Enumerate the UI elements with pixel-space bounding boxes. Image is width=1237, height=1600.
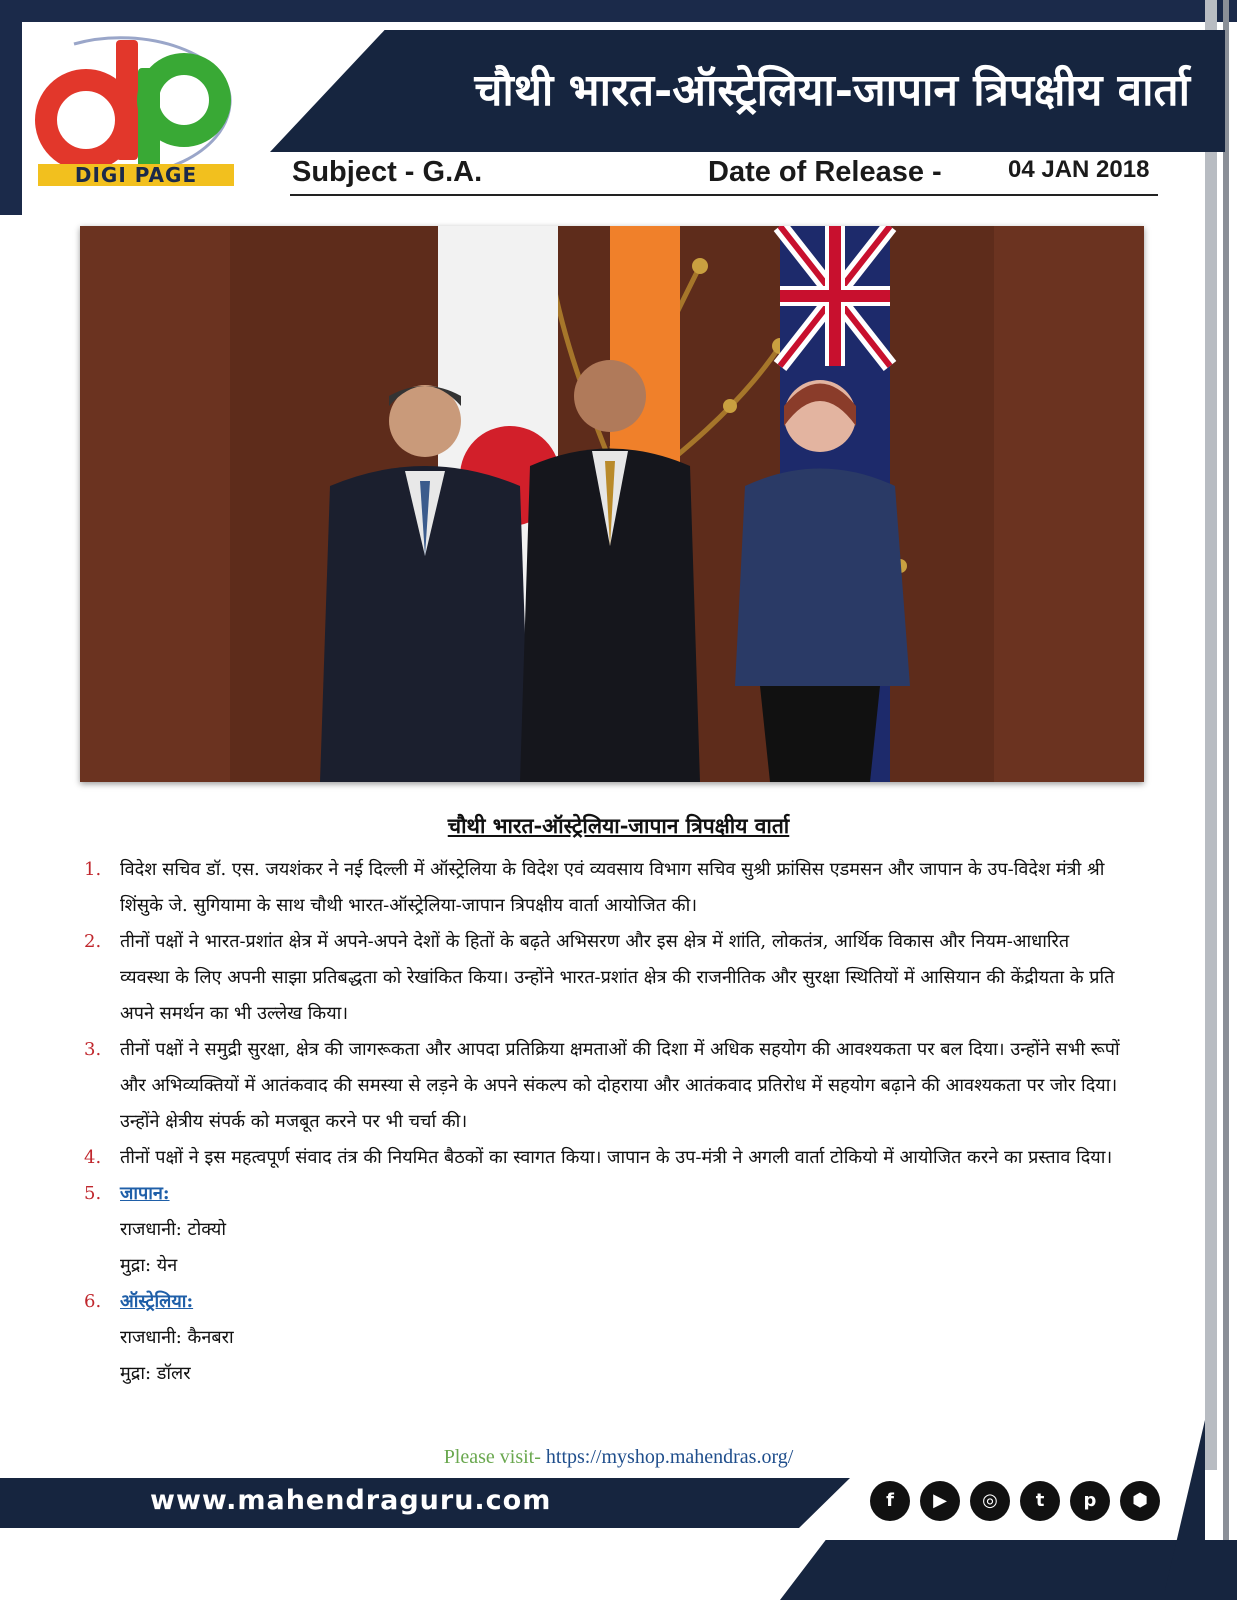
meeting-photo: [80, 226, 1144, 782]
right-frame-bar: [1205, 0, 1217, 1470]
article-title: [0, 812, 1237, 840]
item-text: तीनों पक्षों ने इस महत्वपूर्ण संवाद तंत्र की नियमित बैठकों का स्वागत किया। जापान के उप-मंत्री ने अगली वार्ता टोकियो में आयोजित करने का प्रस्ताव दिया।: [120, 1147, 1113, 1168]
item-text: तीनों पक्षों ने समुद्री सुरक्षा, क्षेत्र की जागरूकता और आपदा प्रतिक्रिया क्षमताओं की दिशा में अधिक सहयोग की आवश्यकता पर बल दिया। उन्होंने सभी रूपों और अभिव्यक्तियों में आतंकवाद की समस्या से लड़ने के अपने संकल्प को दोहराया और आतंकवाद प्रतिरोध में सहयोग बढ़ाने की आवश्यकता पर जोर दिया। उन्होंने क्षेत्रीय संपर्क को मजबूत करने पर भी चर्चा की।: [120, 1039, 1120, 1132]
website-link[interactable]: www.mahendraguru.com: [150, 1485, 552, 1516]
right-frame-edge: [1223, 0, 1229, 1600]
page-title: चौथी भारत-ऑस्ट्रेलिया-जापान त्रिपक्षीय वार्ता: [474, 65, 1190, 116]
date-label: Date of Release -: [708, 156, 942, 188]
item-text: तीनों पक्षों ने भारत-प्रशांत क्षेत्र में अपने-अपने देशों के हितों के बढ़ते अभिसरण और इस क्षेत्र में शांति, लोकतंत्र, आर्थिक विकास और नियम-आधारित व्यवस्था के लिए अपनी साझा प्रतिबद्धता को रेखांकित किया। उन्होंने भारत-प्रशांत क्षेत्र की राजनीतिक और सुरक्षा स्थितियों में आसियान की केंद्रीयता के प्रति अपने समर्थन का भी उल्लेख किया।: [120, 931, 1115, 1024]
list-item: [80, 1140, 1120, 1176]
subject-label: Subject - G.A.: [292, 156, 483, 188]
bottom-corner-bar: [780, 1540, 1237, 1600]
instagram-icon[interactable]: ◎: [970, 1481, 1010, 1521]
currency-text: मुद्रा: डॉलर: [120, 1363, 191, 1384]
list-item: [80, 852, 1120, 924]
list-item: [80, 924, 1120, 1032]
visit-line: [0, 1446, 1237, 1469]
capital-text: राजधानी: टोक्यो: [120, 1219, 227, 1240]
top-frame-bar: [0, 0, 1237, 22]
header-rule: [290, 194, 1158, 196]
item-text: विदेश सचिव डॉ. एस. जयशंकर ने नई दिल्ली में ऑस्ट्रेलिया के विदेश एवं व्यवसाय विभाग सचिव सुश्री फ्रांसिस एडमसन और जापान के उप-विदेश मंत्री श्री शिंसुके जे. सुगियामा के साथ चौथी भारत-ऑस्ट्रेलिया-जापान त्रिपक्षीय वार्ता आयोजित की।: [120, 859, 1105, 916]
youtube-icon[interactable]: ▶: [920, 1481, 960, 1521]
visit-label: Please visit-: [443, 1446, 546, 1468]
country-heading: ऑस्ट्रेलिया:: [120, 1291, 194, 1312]
left-frame-bar: [0, 0, 22, 215]
release-date: 04 JAN 2018: [1008, 156, 1150, 183]
country-australia: [80, 1284, 1120, 1392]
twitter-icon[interactable]: t: [1020, 1481, 1060, 1521]
shop-link[interactable]: https://myshop.mahendras.org/: [545, 1446, 794, 1468]
capital-text: राजधानी: कैनबरा: [120, 1327, 234, 1348]
item-number: 2.: [84, 931, 102, 952]
article-title-text: चौथी भारत-ऑस्ट्रेलिया-जापान त्रिपक्षीय वार्ता: [447, 813, 790, 838]
item-number: 3.: [84, 1039, 102, 1060]
logo-label: DIGI PAGE: [38, 164, 234, 186]
currency-text: मुद्रा: येन: [120, 1255, 178, 1276]
item-number: 5.: [84, 1183, 102, 1204]
country-japan: [80, 1176, 1120, 1284]
country-heading: जापान:: [120, 1183, 170, 1204]
item-number: 1.: [84, 859, 102, 880]
android-icon[interactable]: ⬢: [1120, 1481, 1160, 1521]
article-list: [80, 852, 1120, 1392]
item-number: 4.: [84, 1147, 102, 1168]
facebook-icon[interactable]: f: [870, 1481, 910, 1521]
list-item: [80, 1032, 1120, 1140]
pinterest-icon[interactable]: p: [1070, 1481, 1110, 1521]
item-number: 6.: [84, 1291, 102, 1312]
